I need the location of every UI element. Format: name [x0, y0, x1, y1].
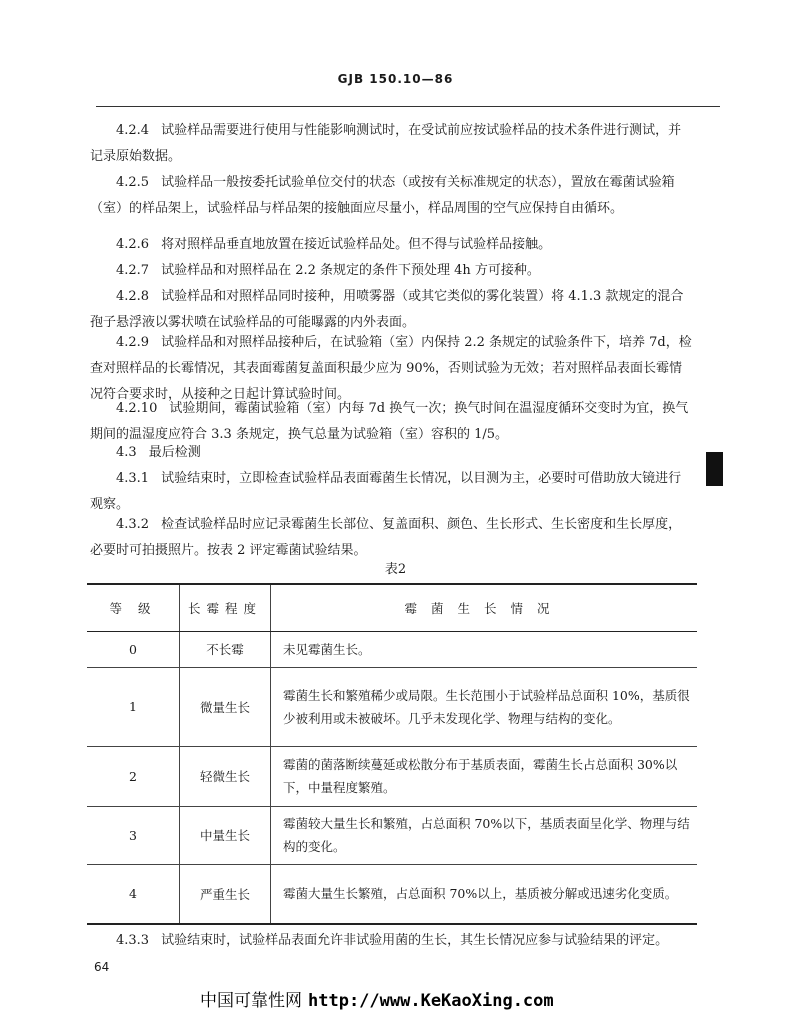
description-cell: 未见霉菌生长。	[271, 631, 698, 667]
clause-text: 试验样品和对照样品在 2.2 条规定的条件下预处理 4h 方可接种。	[161, 263, 540, 278]
clause-text: 试验结束时，立即检查试验样品表面霉菌生长情况，以目测为主，必要时可借助放大镜进行观察。	[90, 471, 682, 512]
table-row	[87, 806, 697, 864]
clause-number: 4.3.1	[116, 471, 150, 486]
clause-number: 4.2.4	[116, 123, 150, 138]
clause-text: 试验结束时，试验样品表面允许非试验用菌的生长，其生长情况应参与试验结果的评定。	[161, 933, 669, 948]
description-cell: 霉菌大量生长繁殖，占总面积 70%以上，基质被分解或迅速劣化变质。	[271, 864, 698, 924]
paragraph-4-2-8	[90, 284, 694, 336]
table-row	[87, 746, 697, 806]
paragraph-4-3-3	[90, 928, 694, 954]
clause-text: 试验样品需要进行使用与性能影响测试时，在受试前应按试验样品的技术条件进行测试，并记录原始数据。	[90, 123, 682, 164]
paragraph-4-2-5	[90, 170, 694, 222]
page-edge-tab-marker	[706, 452, 723, 486]
clause-text: 试验样品一般按委托试验单位交付的状态（或按有关标准规定的状态），置放在霉菌试验箱（室）的样品架上，试验样品与样品架的接触面应尽量小，样品周围的空气应保持自由循环。	[90, 175, 675, 216]
grade-cell: 1	[87, 667, 180, 746]
site-watermark	[200, 986, 554, 1011]
header-degree: 长霉程度	[180, 584, 271, 631]
clause-text: 将对照样品垂直地放置在接近试验样品处。但不得与试验样品接触。	[161, 237, 552, 252]
clause-number: 4.3.3	[116, 933, 150, 948]
table-header-row	[87, 584, 697, 631]
table-row	[87, 667, 697, 746]
degree-cell: 中量生长	[180, 806, 271, 864]
table-row	[87, 864, 697, 924]
header-description: 霉菌生长情况	[271, 584, 698, 631]
degree-cell: 轻微生长	[180, 746, 271, 806]
mold-growth-grade-table	[87, 583, 697, 925]
grade-cell: 0	[87, 631, 180, 667]
clause-number: 4.2.7	[116, 263, 150, 278]
paragraph-4-3-2	[90, 512, 694, 564]
table-caption: 表2	[384, 562, 407, 577]
watermark-site-name: 中国可靠性网	[200, 991, 302, 1011]
header-rule	[96, 106, 720, 107]
section-4-3-heading	[90, 440, 694, 466]
watermark-url: http://www.KeKaoXing.com	[308, 991, 554, 1011]
paragraph-4-3-1	[90, 466, 694, 518]
description-cell: 霉菌的菌落断续蔓延或松散分布于基质表面，霉菌生长占总面积 30%以下，中量程度繁殖。	[271, 746, 698, 806]
clause-text: 试验期间，霉菌试验箱（室）内每 7d 换气一次；换气时间在温湿度循环交变时为宜，换气期间的温湿度应符合 3.3 条规定，换气总量为试验箱（室）容积的 1/5。	[90, 401, 689, 442]
section-number: 4.3	[116, 445, 137, 460]
clause-text: 试验样品和对照样品同时接种，用喷雾器（或其它类似的雾化装置）将 4.1.3 款规定的混合孢子悬浮液以雾状喷在试验样品的可能曝露的内外表面。	[90, 289, 684, 330]
degree-cell: 严重生长	[180, 864, 271, 924]
grade-cell: 3	[87, 806, 180, 864]
clause-number: 4.3.2	[116, 517, 150, 532]
page-number: 64	[94, 960, 110, 974]
clause-text: 检查试验样品时应记录霉菌生长部位、复盖面积、颜色、生长形式、生长密度和生长厚度，必要时可拍摄照片。按表 2 评定霉菌试验结果。	[90, 517, 682, 558]
standard-header: GJB 150.10—86	[337, 72, 454, 86]
paragraph-4-2-6	[90, 232, 694, 258]
description-cell: 霉菌生长和繁殖稀少或局限。生长范围小于试验样品总面积 10%，基质很少被利用或未被破坏。几乎未发现化学、物理与结构的变化。	[271, 667, 698, 746]
paragraph-4-2-4	[90, 118, 694, 170]
clause-number: 4.2.10	[116, 401, 158, 416]
clause-text: 试验样品和对照样品接种后，在试验箱（室）内保持 2.2 条规定的试验条件下，培养 7d，检查对照样品的长霉情况，其表面霉菌复盖面积最少应为 90%，否则试验为无效；若对照样品表面长霉情况符合要求时，从接种之日起计算试验时间。	[90, 335, 692, 402]
grade-cell: 2	[87, 746, 180, 806]
header-grade: 等 级	[87, 584, 180, 631]
description-cell: 霉菌较大量生长和繁殖，占总面积 70%以下，基质表面呈化学、物理与结构的变化。	[271, 806, 698, 864]
degree-cell: 不长霉	[180, 631, 271, 667]
clause-number: 4.2.6	[116, 237, 150, 252]
grade-cell: 4	[87, 864, 180, 924]
table-row	[87, 631, 697, 667]
clause-number: 4.2.9	[116, 335, 150, 350]
clause-number: 4.2.5	[116, 175, 150, 190]
section-title: 最后检测	[148, 445, 201, 460]
clause-number: 4.2.8	[116, 289, 150, 304]
paragraph-4-2-7	[90, 258, 694, 284]
degree-cell: 微量生长	[180, 667, 271, 746]
